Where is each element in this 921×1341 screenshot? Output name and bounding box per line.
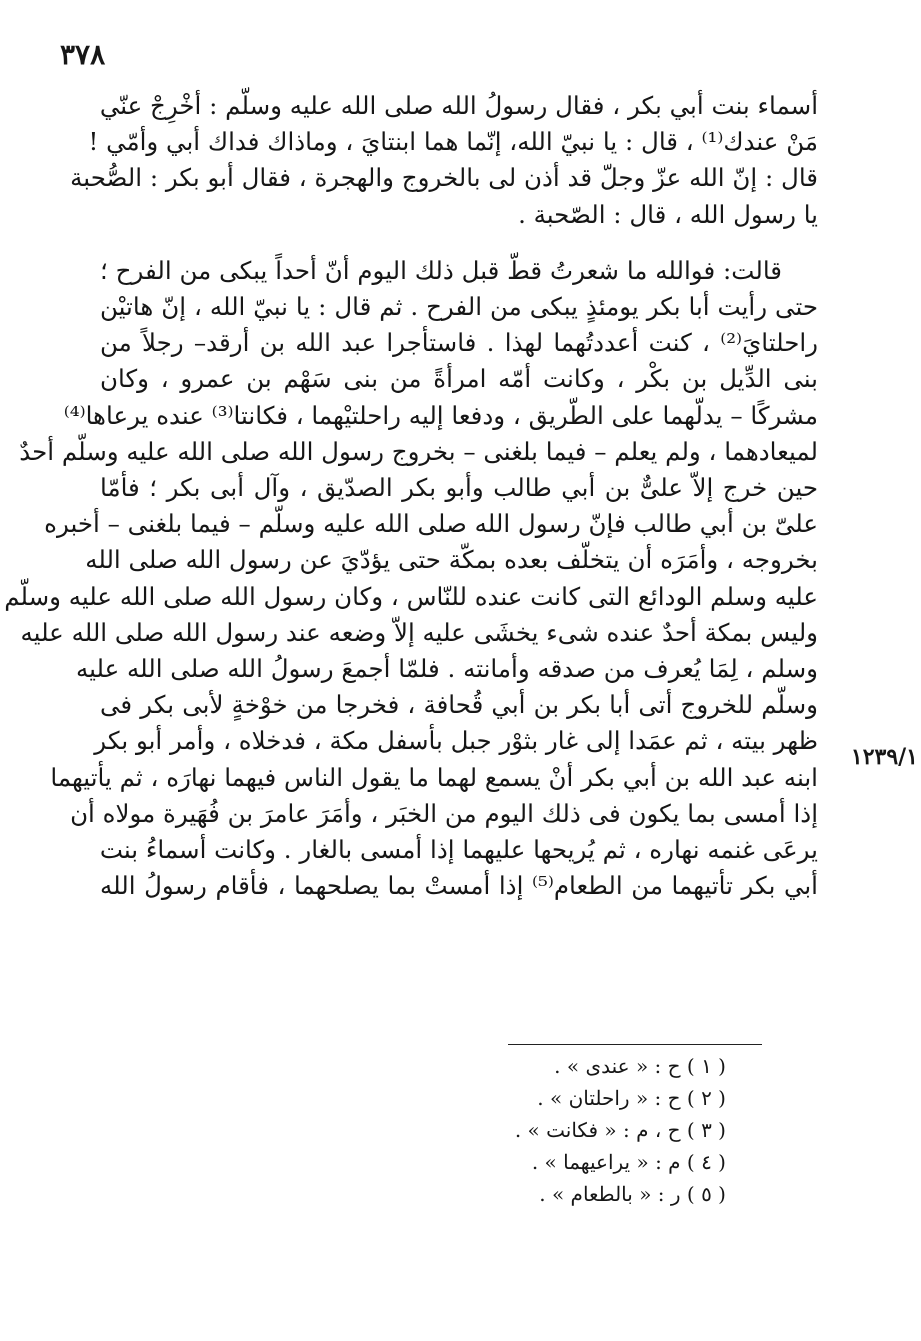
- footnote: ( ٤ ) م : « يراعيهما » .: [531, 1150, 726, 1174]
- paragraph-2: [4, 253, 818, 905]
- text-line: إذا أمسى بما يكون فى ذلك اليوم من الخبَر ، وأمَرَ عامرَ بن فُهَيرة مولاه أن: [70, 798, 818, 828]
- text-line: حين خرج إلاّ علىٌّ بن أبي طالب وأبو بكر الصدّيق ، وآل أبى بكر ؛ فأمّا: [100, 473, 818, 503]
- margin-reference: ١٢٣٩/١: [850, 744, 918, 770]
- text-line: قالت: فوالله ما شعرتُ قطّ قبل ذلك اليوم أنّ أحداً يبكى من الفرح ؛: [100, 255, 782, 285]
- text-line: مَنْ عندك⁽¹⁾ ، قال : يا نبيّ الله، إنّما هما ابنتايَ ، وماذاك فداك أبي وأمّي !: [88, 127, 818, 157]
- footnote: ( ٥ ) ر : « بالطعام » .: [539, 1182, 726, 1206]
- text-line: بنى الدِّيل بن بكْر ، وكانت أمّه امرأةً من بنى سَهْم بن عمرو ، وكان: [100, 364, 818, 394]
- text-line: ظهر بيته ، ثم عمَدا إلى غار بثوْر جبل بأسفل مكة ، فدخلاه ، وأمر أبو بكر: [94, 726, 818, 756]
- text-line: مشركًا – يدلّهما على الطّريق ، ودفعا إليه راحلتيْهما ، فكانتا⁽³⁾ عنده يرعاها⁽⁴⁾: [63, 400, 818, 430]
- text-line: بخروجه ، وأمَرَه أن يتخلّف بعده بمكّة حتى يؤدّيَ عن رسول الله صلى الله: [85, 545, 818, 575]
- paragraph-1: [70, 88, 818, 233]
- footnotes: [420, 1050, 726, 1210]
- text-line: يرعَى غنمه نهاره ، ثم يُريحها عليهما إذا أمسى بالغار . وكانت أسماءُ بنت: [99, 835, 818, 865]
- text-line: أسماء بنت أبي بكر ، فقال رسولُ الله صلى الله عليه وسلّم : أخْرِجْ عنّي: [99, 91, 818, 120]
- text-line: وسلم ، لِمَا يُعرف من صدقه وأمانته . فلمّا أجمعَ رسولُ الله صلى الله عليه: [75, 654, 818, 684]
- text-line: ابنه عبد الله بن أبي بكر أنْ يسمع لهما ما يقول الناس فيهما نهارَه ، ثم يأتيهما: [50, 762, 818, 792]
- text-line: قال : إنّ الله عزّ وجلّ قد أذن لى بالخروج والهجرة ، فقال أبو بكر : الصُّحبة: [70, 163, 818, 193]
- text-line: وليس بمكة أحدٌ عنده شىء يخشَى عليه إلاّ وضعه عند رسول الله صلى الله عليه: [20, 617, 818, 647]
- footnote: ( ١ ) ح : « عندى » .: [554, 1054, 726, 1078]
- text-line: علىّ بن أبي طالب فإنّ رسول الله صلى الله عليه وسلّم – فيما بلغنى – أخبره: [44, 509, 818, 539]
- text-line: أبي بكر تأتيهما من الطعام⁽⁵⁾ إذا أمستْ بما يصلحهما ، فأقام رسولُ الله: [100, 871, 818, 901]
- text-line: وسلّم للخروج أتى أبا بكر بن أبي قُحافة ، فخرجا من خوْخةٍ لأبى بكر فى: [100, 690, 818, 720]
- text-line: لميعادهما ، ولم يعلم – فيما بلغنى – بخروج رسول الله صلى الله عليه وسلّم أحدٌ: [19, 436, 818, 466]
- text-line: راحلتايَ⁽²⁾ ، كنت أعددتُهما لهذا . فاستأجرا عبد الله بن أرقد– رجلاً من: [100, 328, 818, 358]
- footnote: ( ٣ ) ح ، م : « فكانت » .: [514, 1118, 726, 1142]
- body-text: [4, 88, 818, 904]
- footnote-divider: [508, 1044, 762, 1045]
- page-number: ٣٧٨: [60, 38, 106, 71]
- text-line: يا رسول الله ، قال : الصّحبة .: [518, 199, 818, 229]
- text-line: عليه وسلم الودائع التى كانت عنده للنّاس ، وكان رسول الله صلى الله عليه وسلّم: [4, 581, 818, 611]
- footnote: ( ٢ ) ح : « راحلتان » .: [537, 1086, 726, 1110]
- text-line: حتى رأيت أبا بكر يومئذٍ يبكى من الفرح . ثم قال : يا نبيّ الله ، إنّ هاتيْن: [100, 292, 818, 322]
